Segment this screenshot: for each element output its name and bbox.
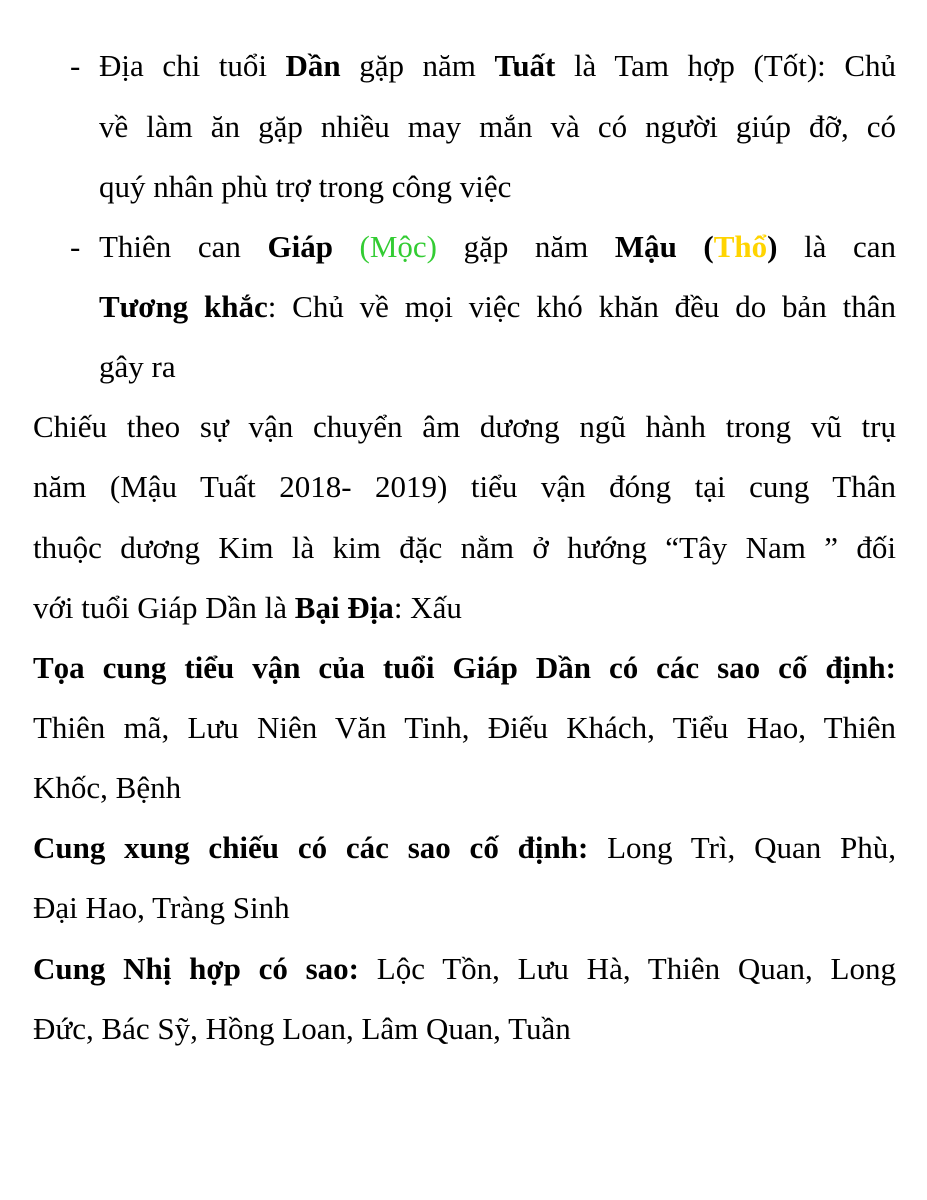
bullet-1-line-2: về làm ăn gặp nhiều may mắn và có người giúp đỡ, có: [99, 109, 896, 144]
bold-bai-dia: Bại Địa: [294, 590, 394, 625]
section-1-heading: [33, 652, 896, 683]
bullet-1-line-3: quý nhân phù trợ trong công việc: [99, 169, 512, 204]
text-run: với tuổi Giáp Dần là: [33, 590, 295, 625]
text-run: Địa chi tuổi: [99, 48, 286, 83]
section-1-line-1: Thiên mã, Lưu Niên Văn Tinh, Điếu Khách, Tiểu Hao, Thiên: [33, 710, 896, 745]
section-1-line-2: Khốc, Bệnh: [33, 770, 182, 805]
bold-dan: Dần: [285, 48, 341, 83]
text-run: là Tam hợp (Tốt): Chủ: [555, 48, 897, 83]
bullet-2-line-1: [99, 231, 896, 262]
bold-paren-close: ): [767, 229, 778, 264]
bold-tuong-khac: Tương khắc: [99, 289, 268, 324]
bold-giap: Giáp: [267, 229, 333, 264]
yellow-tho: Thổ: [713, 229, 768, 264]
bold-paren-open: (: [676, 229, 714, 264]
text-run: là can: [777, 229, 897, 264]
heading-text: Tọa cung tiểu vận của tuổi Giáp Dần có các sao cố định:: [33, 650, 896, 685]
paragraph-1-line-4: [33, 592, 462, 623]
section-2-heading-line: [33, 832, 896, 863]
text-run: gặp năm: [437, 229, 615, 264]
bullet-2-line-3: gây ra: [99, 349, 176, 384]
paragraph-1-line-2: năm (Mậu Tuất 2018- 2019) tiểu vận đóng tại cung Thân: [33, 469, 896, 504]
bullet-1-line-1: [99, 50, 896, 81]
bullet-2-line-2: [99, 291, 896, 322]
text-run: Thiên can: [99, 229, 268, 264]
heading-text: Cung xung chiếu có các sao cố định:: [33, 830, 589, 865]
section-3-heading-line: [33, 953, 896, 984]
text-run: [333, 229, 360, 264]
heading-text: Cung Nhị hợp có sao:: [33, 951, 360, 986]
bold-tuat: Tuất: [494, 48, 556, 83]
text-run: : Chủ về mọi việc khó khăn đều do bản thân: [267, 289, 896, 324]
text-run: : Xấu: [393, 590, 462, 625]
paragraph-1-line-1: Chiếu theo sự vận chuyển âm dương ngũ hành trong vũ trụ: [33, 409, 896, 444]
bullet-dash: -: [70, 229, 81, 264]
section-3-line-2: Đức, Bác Sỹ, Hồng Loan, Lâm Quan, Tuần: [33, 1011, 571, 1046]
bold-mau: Mậu: [614, 229, 677, 264]
text-run: Lộc Tồn, Lưu Hà, Thiên Quan, Long: [359, 951, 896, 986]
green-moc: (Mộc): [359, 229, 437, 264]
paragraph-1-line-3: thuộc dương Kim là kim đặc nằm ở hướng “Tây Nam ” đối: [33, 530, 896, 565]
text-run: Long Trì, Quan Phù,: [588, 830, 896, 865]
bullet-dash: -: [70, 48, 81, 83]
text-run: gặp năm: [340, 48, 495, 83]
section-2-line-2: Đại Hao, Tràng Sinh: [33, 890, 290, 925]
